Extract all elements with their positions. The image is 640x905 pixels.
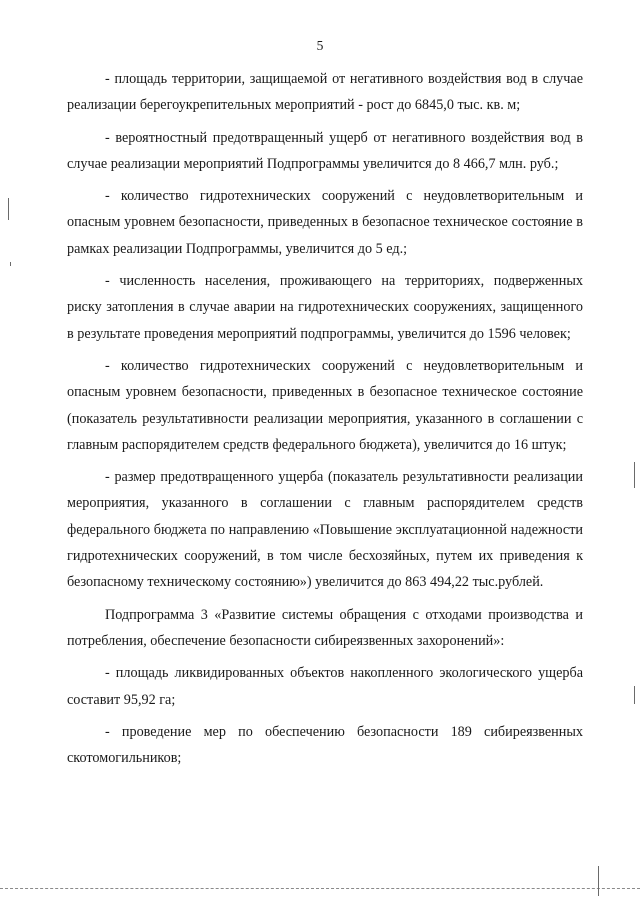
scan-artifact-right-edge-low [634,686,635,704]
scan-artifact-left-edge-top [8,198,9,220]
paragraph-anthrax-burials: - проведение мер по обеспечению безопасности 189 сибиреязвенных скотомогильников; [67,723,583,767]
paragraph-protected-area: - площадь территории, защищаемой от негативного воздействия вод в случае реализации берегоукрепительных мероприятий - рост до 6845,0 тыс. кв. м; [67,71,583,114]
paragraph-hydro-structures-count: - количество гидротехнических сооружений с неудовлетворительным и опасным уровнем безопасности, приведенных в безопасное техническое состояние в рамках реализации Подпрограммы, увеличится до 5 ед.; [67,188,583,257]
document-body [67,66,583,777]
paragraph-eliminated-objects-area: - площадь ликвидированных объектов накопленного экологического ущерба составит 95,92 га; [67,665,583,708]
paragraph-prevented-damage: - вероятностный предотвращенный ущерб от негативного воздействия вод в случае реализации мероприятий Подпрограммы увеличится до 8 466,7 млн. руб.; [67,129,583,172]
paragraph-damage-size-federal: - размер предотвращенного ущерба (показатель результативности реализации мероприятия, указанного в соглашении с главным распорядителем средств федерального бюджета по направлению «Повышение эксплуатационной надежности гидротехнических сооружений, в том числе бесхозяйных, путем их приведения к безопасному техническому состоянию») увеличится до 863 494,22 тыс.рублей. [67,469,583,591]
scan-artifact-bottom-tick [598,866,599,896]
scan-artifact-right-edge [634,462,635,488]
paragraph-population-protected: - численность населения, проживающего на территориях, подверженных риску затопления в случае аварии на гидротехнических сооружениях, защищенного в результате проведения мероприятий подпрограммы, увеличится до 1596 человек; [67,273,583,342]
scan-artifact-left-edge-mid [10,262,11,266]
paragraph-hydro-structures-federal: - количество гидротехнических сооружений с неудовлетворительным и опасным уровнем безопасности, приведенных в безопасное техническое состояние (показатель результативности реализации мероприятия, указанного в соглашении с главным распорядителем средств федерального бюджета), увеличится до 16 штук; [67,357,583,453]
paragraph-subprogram-3-heading: Подпрограмма 3 «Развитие системы обращения с отходами производства и потребления, обеспечение безопасности сибиреязвенных захоронений»: [67,606,583,649]
scan-artifact-bottom-line [0,888,640,889]
page-number: 5 [316,38,324,53]
